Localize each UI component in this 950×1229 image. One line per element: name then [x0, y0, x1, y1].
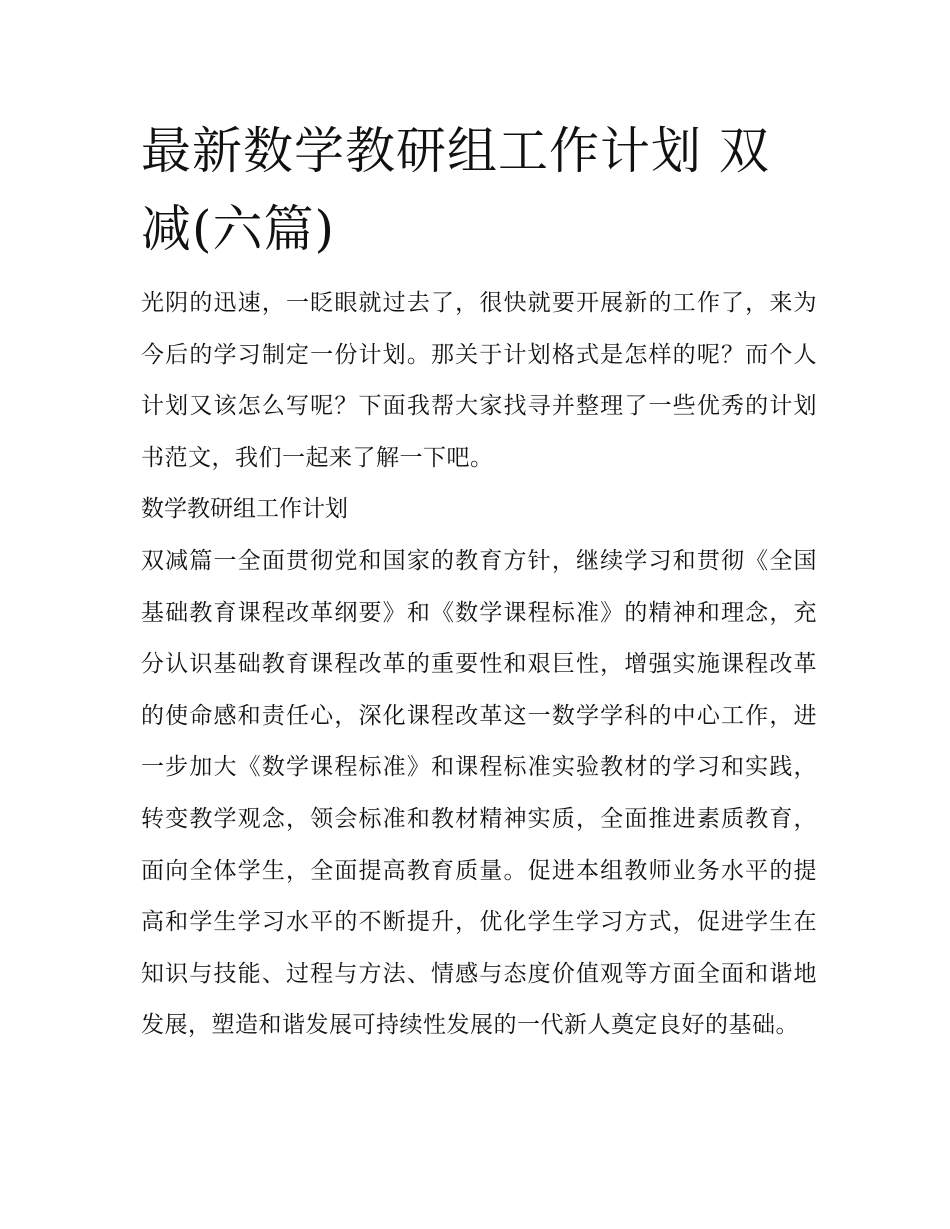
document-content: [141, 112, 817, 1052]
section-heading: 数学教研组工作计划: [141, 496, 348, 523]
document-title: 最新数学教研组工作计划 双减(六篇): [141, 122, 770, 258]
body-paragraph: 双减篇一全面贯彻党和国家的教育方针，继续学习和贯彻《全国基础教育课程改革纲要》和《数学课程标准》的精神和理念，充分认识基础教育课程改革的重要性和艰巨性，增强实施课程改革的使命感和责任心，深化课程改革这一数学学科的中心工作，进一步加大《数学课程标准》和课程标准实验教材的学习和实践，转变教学观念，领会标准和教材精神实质，全面推进素质教育，面向全体学生，全面提高教育质量。促进本组教师业务水平的提高和学生学习水平的不断提升，优化学生学习方式，促进学生在知识与技能、过程与方法、情感与态度价值观等方面全面和谐地发展，塑造和谐发展可持续性发展的一代新人奠定良好的基础。: [141, 547, 817, 1039]
intro-paragraph: 光阴的迅速，一眨眼就过去了，很快就要开展新的工作了，来为今后的学习制定一份计划。那关于计划格式是怎样的呢？而个人计划又该怎么写呢？下面我帮大家找寻并整理了一些优秀的计划书范文，我们一起来了解一下吧。: [141, 290, 817, 471]
